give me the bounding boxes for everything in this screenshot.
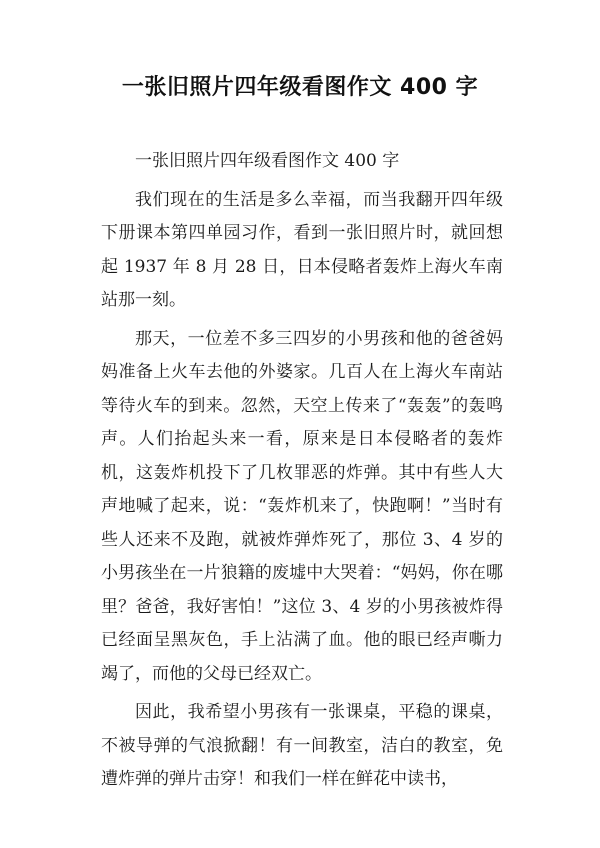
body-paragraph: 因此，我希望小男孩有一张课桌，平稳的课桌，不被导弹的气浪掀翻！有一间教室，洁白的教室，免遭炸弹的弹片击穿！和我们一样在鲜花中读书， [101, 702, 503, 789]
body-paragraph: 我们现在的生活是多么幸福，而当我翻开四年级下册课本第四单园习作，看到一张旧照片时，就回想起 1937 年 8 月 28 日，日本侵略者轰炸上海火车南站那一刻。 [101, 189, 503, 310]
document-title: 一张旧照片四年级看图作文 400 字 [121, 75, 479, 100]
body-paragraph: 那天，一位差不多三四岁的小男孩和他的爸爸妈妈准备上火车去他的外婆家。几百人在上海火车南站等待火车的到来。忽然，天空上传来了“轰轰”的轰鸣声。人们抬起头来一看，原来是日本侵略者的轰炸机，这轰炸机投下了几枚罪恶的炸弹。其中有些人大声地喊了起来，说：“轰炸机来了，快跑啊！”当时有些人还来不及跑，就被炸弹炸死了，那位 3、4 岁的小男孩坐在一片狼籍的废墟中大哭着：“妈妈，你在哪里？爸爸，我好害怕！”这位 3、4 岁的小男孩被炸得已经面呈黑灰色，手上沾满了血。他的眼已经声嘶力竭了，而他的父母已经双亡。 [101, 328, 503, 684]
essay-subtitle-paragraph: 一张旧照片四年级看图作文 400 字 [135, 151, 400, 171]
document-body [101, 145, 503, 802]
